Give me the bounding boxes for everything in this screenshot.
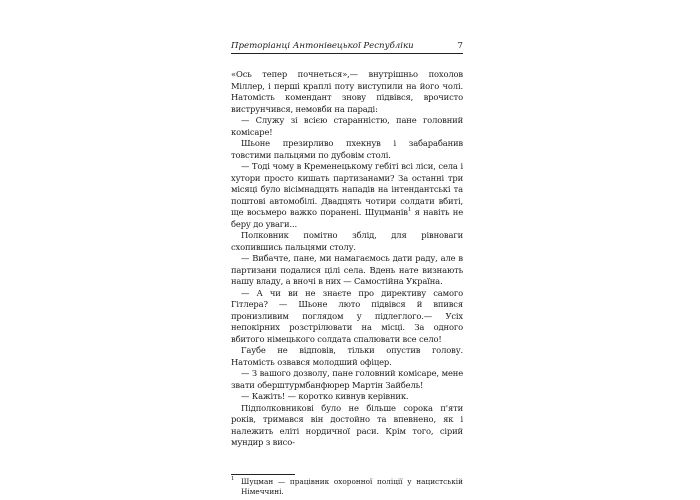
paragraph: — З вашого дозволу, пане головний комісаре, мене звати оберштурмбанфюрер Мартін Зайбель! bbox=[231, 368, 463, 390]
paragraph: — Служу зі всією старанністю, пане головний комісаре! bbox=[231, 115, 463, 137]
book-page bbox=[231, 40, 464, 496]
paragraph: — А чи ви не знаєте про директиву самого Гітлера? — Шьоне люто підвівся й впився пронизливим поглядом у підлеглого.— Усіх непокірних розстрілювати на місці. За одного вбитого німецького солдата спалювати все село! bbox=[231, 287, 463, 344]
page-number: 7 bbox=[457, 41, 463, 51]
paragraph: Шьоне презирливо пхекнув і забарабанив товстими пальцями по дубовім столі. bbox=[231, 138, 463, 160]
paragraph: «Ось тепер почнеться»,— внутрішньо похолов Міллер, і перші краплі поту виступили на його чолі. Натомість комендант знову підвівся, врочисто виструнчився, немовби на параді: bbox=[231, 69, 463, 114]
running-head-title: Преторіанці Антонівецької Республіки bbox=[231, 41, 414, 51]
footnote bbox=[231, 477, 463, 496]
running-head bbox=[231, 40, 463, 54]
paragraph-text: — Тоді чому в Кременецькому гебіті всі ліси, села і хутори просто кишать партизанами? За останні три місяці було вісімнадцять нападів на інтендантські та поштові автомобілі. Двадцять чотири солдати вбиті, ще восьмеро важко поранені. Шуцманів bbox=[231, 161, 463, 217]
paragraph bbox=[231, 161, 463, 230]
paragraph-text: я навіть не беру до уваги... bbox=[231, 207, 464, 229]
footnote-rule bbox=[231, 474, 295, 475]
footnote-text: Шуцман — працівник охоронної поліції у нацистській Німеччині. bbox=[241, 477, 463, 496]
paragraph: — Кажіть! — коротко кивнув керівник. bbox=[241, 391, 409, 401]
paragraph: Підполковникові було не більше сорока п'яти років, тримався він достойно та впевнено, як і належить еліті нордичної раси. Крім того, сірий мундир з висо- bbox=[231, 402, 463, 447]
footnote-mark: 1 bbox=[231, 476, 235, 482]
footnote-reference: 1 bbox=[407, 207, 412, 214]
paragraph: Полковник помітно зблід, для рівноваги схопившись пальцями столу. bbox=[231, 230, 463, 252]
body-text bbox=[231, 69, 463, 449]
header-rule bbox=[231, 53, 463, 54]
paragraph: Гаубе не відповів, тільки опустив голову. Натомість озвався молодший офіцер. bbox=[231, 345, 463, 367]
paragraph: — Вибачте, пане, ми намагаємось дати раду, але в партизани подалися цілі села. Вдень нате визнають нашу владу, а вночі в них — Самостійна Україна. bbox=[231, 253, 463, 286]
